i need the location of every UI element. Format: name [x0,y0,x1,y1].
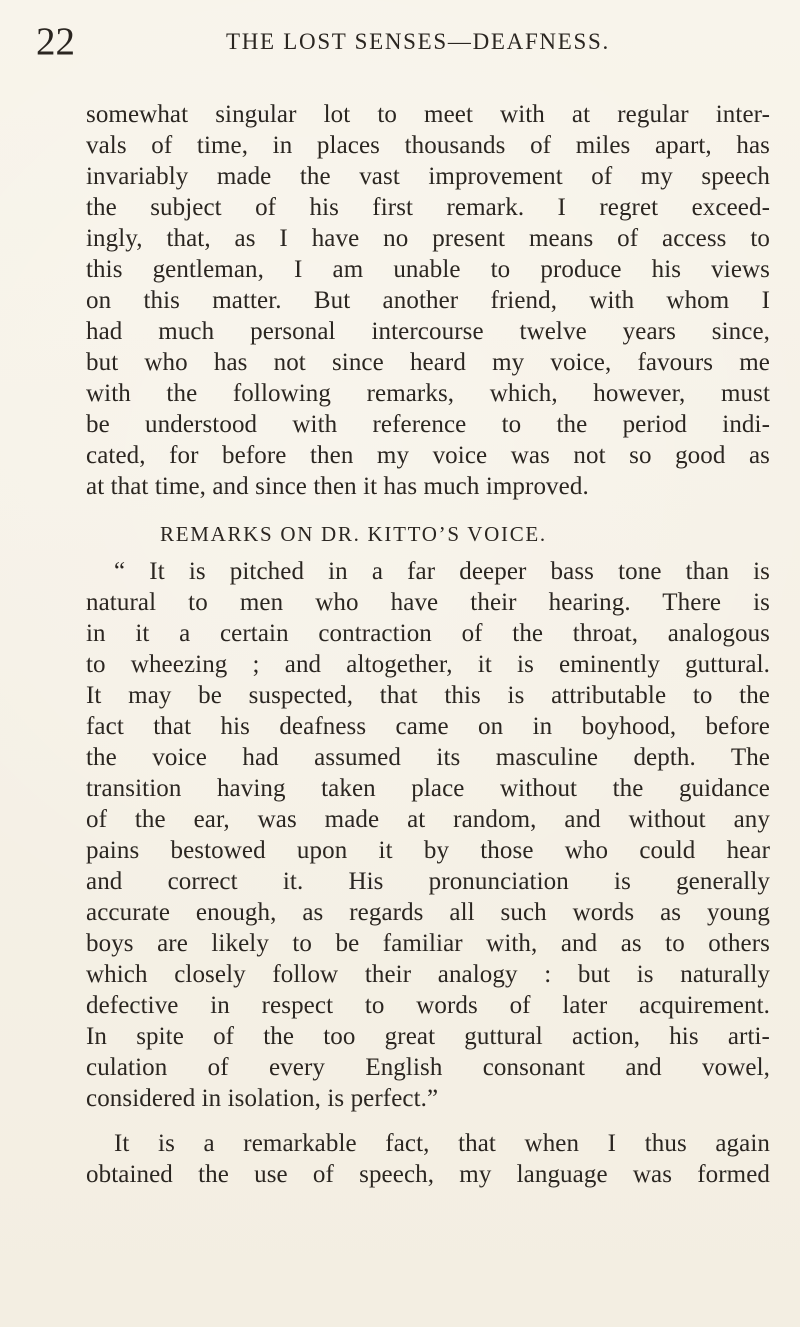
quote-line: the voice had assumed its masculine depth. The [86,744,770,771]
text-line: be understood with reference to the period indi- [86,411,770,438]
quote-line: culation of every English consonant and vowel, [86,1054,770,1081]
text-line: but who has not since heard my voice, favours me [86,349,770,376]
quote-line: considered in isolation, is perfect.” [86,1085,439,1112]
text-line: on this matter. But another friend, with whom I [86,287,770,314]
text-line: ingly, that, as I have no present means of access to [86,225,770,252]
text-line: vals of time, in places thousands of miles apart, has [86,132,770,159]
quote-line: in it a certain contraction of the throat, analogous [86,620,770,647]
quote-line: pains bestowed upon it by those who could hear [86,837,770,864]
page-text [86,99,770,1190]
opening-paragraph [86,99,770,502]
text-line: at that time, and since then it has much improved. [86,473,589,500]
text-line: with the following remarks, which, however, must [86,380,770,407]
quote-line: natural to men who have their hearing. There is [86,589,770,616]
text-line: cated, for before then my voice was not so good as [86,442,770,469]
quote-line: defective in respect to words of later acquirement. [86,992,770,1019]
text-line: obtained the use of speech, my language was formed [86,1161,770,1188]
text-line: this gentleman, I am unable to produce his views [86,256,770,283]
text-line: the subject of his first remark. I regret exceed- [86,194,770,221]
text-line: invariably made the vast improvement of my speech [86,163,770,190]
quote-line: fact that his deafness came on in boyhood, before [86,713,770,740]
section-heading: REMARKS ON DR. KITTO’S VOICE. [160,522,547,546]
quote-line: accurate enough, as regards all such words as young [86,899,770,926]
quote-line: which closely follow their analogy : but is naturally [86,961,770,988]
page-number: 22 [36,20,75,63]
closing-paragraph [86,1128,770,1190]
running-head: THE LOST SENSES—DEAFNESS. [226,29,610,54]
quote-line: to wheezing ; and altogether, it is eminently guttural. [86,651,770,678]
quote-line: It may be suspected, that this is attributable to the [86,682,770,709]
quoted-remarks [86,556,770,1114]
page-header [36,18,766,66]
quote-line: In spite of the too great guttural action, his arti- [86,1023,770,1050]
text-line: It is a remarkable fact, that when I thus again [114,1130,770,1157]
quote-line: boys are likely to be familiar with, and as to others [86,930,770,957]
quote-line: “ It is pitched in a far deeper bass tone than is [114,558,770,585]
text-line: had much personal intercourse twelve years since, [86,318,770,345]
quote-line: and correct it. His pronunciation is generally [86,868,770,895]
quote-line: of the ear, was made at random, and without any [86,806,770,833]
quote-line: transition having taken place without the guidance [86,775,770,802]
text-line: somewhat singular lot to meet with at regular inter- [86,101,770,128]
